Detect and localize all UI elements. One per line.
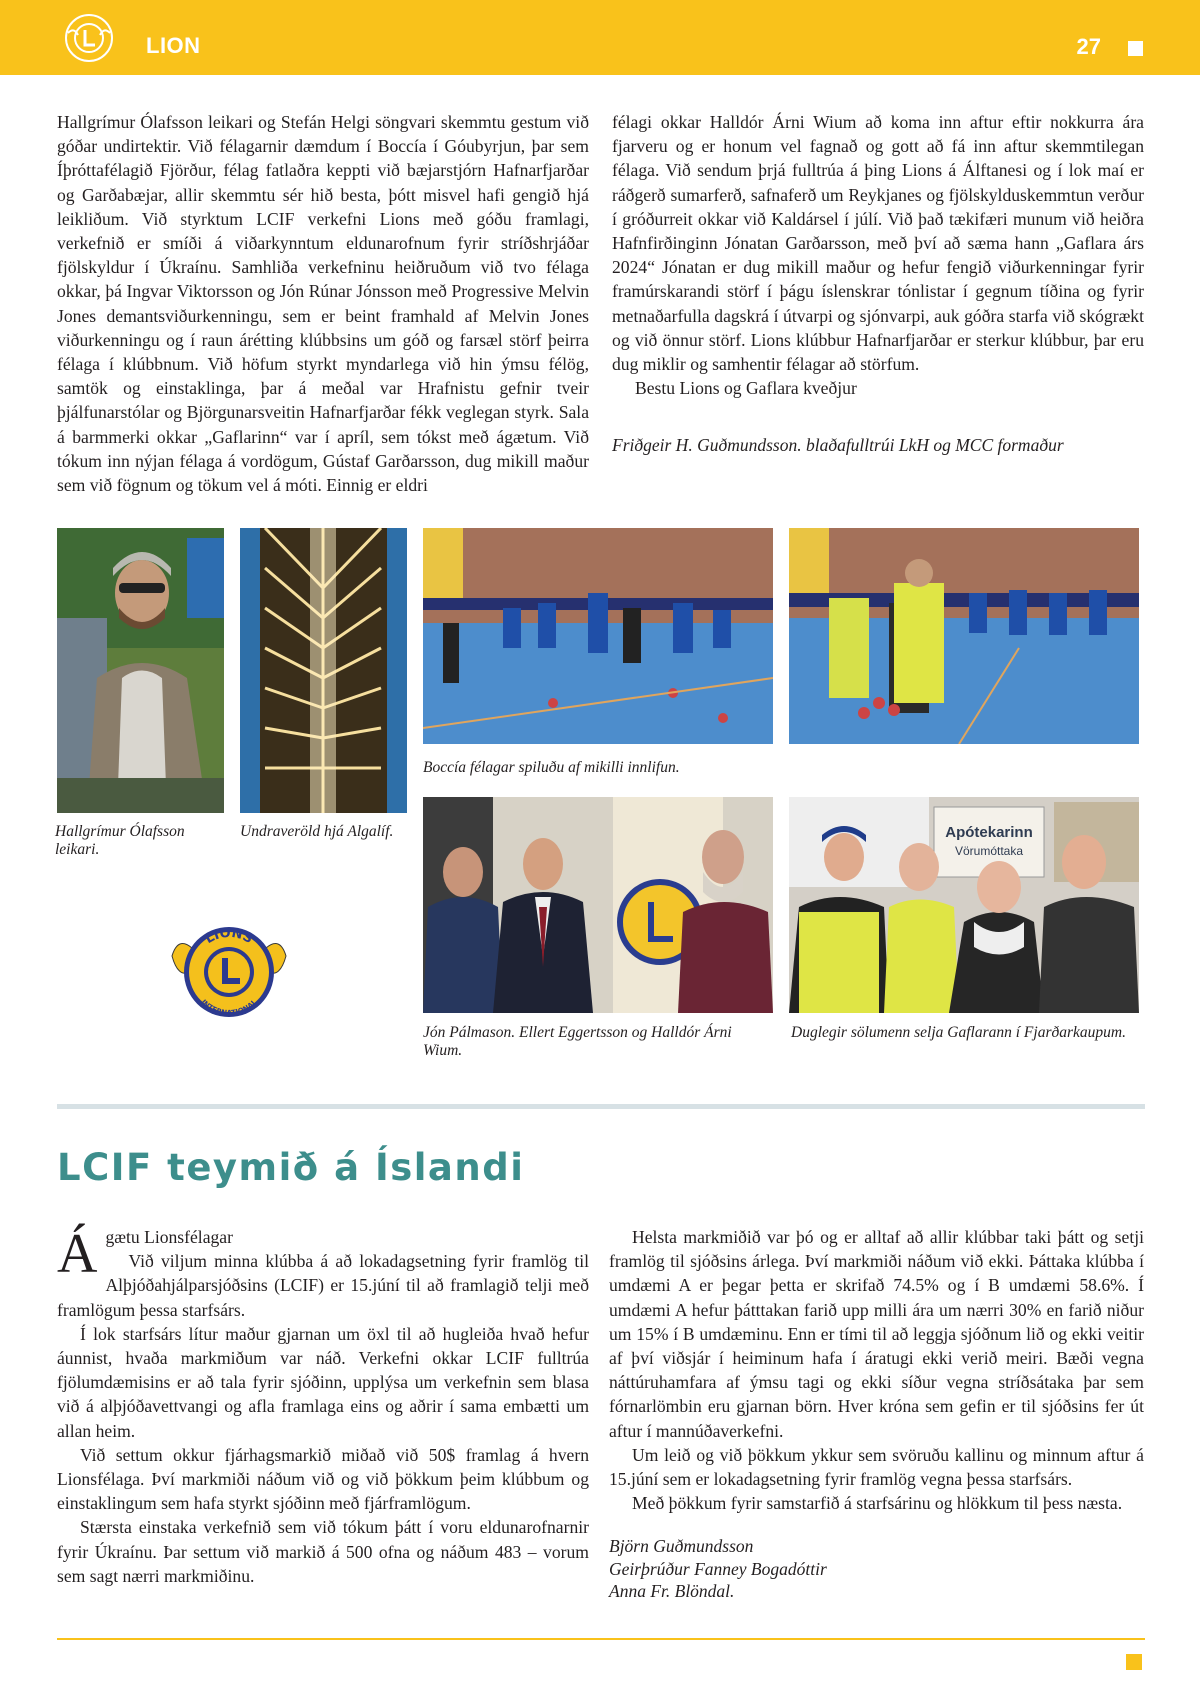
article2-p6: Um leið og við þökkum ykkur sem svöruðu kallinu og minnum aftur á 15.júní sem er lokadagsetning fyrir framlög vegna þessa starfsárs. <box>609 1444 1144 1490</box>
magazine-title: LION <box>146 33 201 58</box>
article2-signers <box>609 1535 827 1603</box>
photo-boccia-1 <box>423 528 773 744</box>
article2-p1 <box>57 1225 589 1322</box>
article1-col2-text: félagi okkar Halldór Árni Wium að koma inn aftur eftir nokkurra ára fjarveru og er honum vel fagnað og gott að fá inn aftur skemmtilegan félaga. Við sendum þrjá fulltrúa á þing Lions á Álftanesi og í lok maí er ráðgerð sumarferð, safnaferð um Reykjanes og fjölskylduskemmtun verður í gróðurreit okkar við Kaldársel í júlí. Við það tækifæri munum við heiðra Hafnfirðinginn Jónatan Garðarsson, með því að sæma hann „Gaflara árs 2024“ Jónatan er dug mikill maður og hefur fengið viðurkenningar fyrir framúrskarandi störf í þágu íslenskrar tónlistar í gegnum tíðina og fyrir metnaðarfulla dagskrá í útvarpi og sjónvarpi, auk góðra starfa við skógrækt og við önnur störf. Lions klúbbur Hafnarfjarðar er sterkur klúbbur, þar eru dug miklir og samhentir félagar að störfum. <box>612 112 1144 375</box>
article2-p1-body: Við viljum minna klúbba á að lokadagsetning fyrir framlög til Alþjóðahjálparsjóðsins (LCIF) er 15.júní til að framlagið telji með framlögum þessa starfsárs. <box>57 1251 589 1320</box>
signer-1: Björn Guðmundsson <box>609 1536 754 1556</box>
photo-algalif <box>240 528 407 813</box>
signer-3: Anna Fr. Blöndal. <box>609 1581 735 1601</box>
footer-square-marker <box>1126 1654 1142 1670</box>
article1-signature: Friðgeir H. Guðmundsson. blaðafulltrúi LkH og MCC formaður <box>612 435 1064 455</box>
article2-title: LCIF teymið á Íslandi <box>57 1146 525 1189</box>
section-divider <box>57 1104 1145 1109</box>
article2-column-1 <box>57 1225 589 1588</box>
photo-gaflarinn-sales <box>789 797 1139 1013</box>
caption-undraverold: Undraveröld hjá Algalíf. <box>240 823 394 840</box>
logo-top-text: LIONS <box>202 925 256 948</box>
caption-hallgrimur: Hallgrímur Ólafsson leikari. <box>55 823 185 858</box>
photo-jon-ellert-halldor <box>423 797 773 1013</box>
article2-greeting: gætu Lionsfélagar <box>105 1227 233 1247</box>
article2-p7: Með þökkum fyrir samstarfið á starfsárinu og hlökkum til þess næsta. <box>632 1493 1123 1514</box>
caption-boccia: Boccía félagar spiluðu af mikilli innlifun. <box>423 759 680 776</box>
page-number: 27 <box>1076 34 1101 59</box>
article1-column-2 <box>612 110 1144 400</box>
article2-p2: Í lok starfsárs lítur maður gjarnan um öxl til að hugleiða hvað hefur áunnist, hvaða markmiðum var náð. Verkefni okkar LCIF fulltrúa fjölumdæmisins er að tala fyrir sjóðinn, upplýsa um verkefnin sem blasa við á alþjóðavettvangi og afla framlaga eins og aðrir í sama embætti um allan heim. <box>57 1323 589 1441</box>
article2-column-2 <box>609 1225 1144 1515</box>
header-square-marker <box>1128 41 1143 56</box>
signer-2: Geirþrúður Fanney Bogadóttir <box>609 1558 827 1579</box>
caption-duglegir: Duglegir sölumenn selja Gaflarann í Fjarðarkaupum. <box>791 1024 1126 1041</box>
article2-p3: Við settum okkur fjárhagsmarkið miðað við 50$ framlag á hvern Lionsfélaga. Því markmiði náðum við og við þökkum þeim klúbbum og einstaklingum sem hafa styrkt sjóðinn með fjárframlögum. <box>57 1444 589 1514</box>
lions-logo-small <box>64 13 114 63</box>
caption-jon-ellert: Jón Pálmason. Ellert Eggertsson og Halldór Árni Wium. <box>423 1024 732 1059</box>
photo-hallgrimur <box>57 528 224 813</box>
footer-rule <box>57 1638 1145 1640</box>
article1-column-1: Hallgrímur Ólafsson leikari og Stefán Helgi söngvari skemmtu gestum við góðar undirtektir. Við félagarnir dæmdum í Boccía í Góubyrjun, þar sem Íþróttafélagið Fjörður, félag fatlaðra keppti við bæjarstjórn Hafnarfjarðar og Garðabæjar, allir skemmtu sér hið besta, þótt misvel hafi gengið hjá leikliðum. Við styrktum LCIF verkefni Lions með góðu framlagi, verkefnið er smíði á viðarkynntum eldunarofnum fyrir stríðshrjáðar fjölskyldur í Úkraínu. Samhliða verkefninu heiðruðum við tvo félaga okkar, þá Ingvar Viktorsson og Jón Rúnar Jónsson með Progressive Melvin Jones demantsviðurkenningu, sem er beint framhald af Melvin Jones viðurkenningu og í raun árétting klúbbsins um góð og farsæl störf þeirra félaga í klúbbnum. Við höfum styrkt myndarlega við hin ýmsu félög, samtök og einstaklinga, þar á meðal var Hrafnistu gefnir tveir þjálfunarstólar og Björgunarsveitin Hafnarfjarðar fékk veglegan styrk. Sala á barmmerki okkar „Gaflarinn“ var í apríl, sem tókst með ágætum. Við tókum inn nýjan félaga á vordögum, Gústaf Garðarsson, dug mikill maður sem við fögnum og tökum vel á móti. Einnig er eldri <box>57 112 589 496</box>
article2-dropcap: Á <box>57 1223 98 1285</box>
pharmacy-sign-text: Apótekarinn <box>945 824 1033 841</box>
pharmacy-sign-subtext: Vörumóttaka <box>954 844 1024 858</box>
article1-closing: Bestu Lions og Gaflara kveðjur <box>635 378 857 399</box>
lions-international-logo <box>170 918 288 1026</box>
article2-p5: Helsta markmiðið var þó og er alltaf að allir klúbbar taki þátt og setji framlög til sjóðsins árlega. Því markmiði náðum við ekki. Þáttaka klúbba í umdæmi A er þegar þetta er skrifað 74.5% og í B umdæmi 58.6%. Í umdæmi A hefur þátttakan farið upp milli ára um nærri 30% en farið niður um 15% í B umdæminu. Enn er tími til að leggja sjóðnum lið og ekki veitir af því viðsjár í heiminum hafa í áratugi ekki verið meiri. Bæði vegna náttúruhamfara af ýmsu tagi og ekki síður vegna stríðsátaka þar sem fórnarlömbin eru gjarnan börn. Hver króna sem gefin er til sjóðsins fer út aftur í mannúðaverkefni. <box>609 1227 1144 1441</box>
article2-p4: Stærsta einstaka verkefnið sem við tókum þátt í voru eldunarofnarnir fyrir Úkraínu. Þar settum við markið á 500 ofna og náðum 483 – vorum sem sagt nærri markmiðinu. <box>57 1517 589 1586</box>
page-header <box>0 0 1200 75</box>
logo-bottom-text: INTERNATIONAL <box>199 998 259 1018</box>
photo-boccia-2 <box>789 528 1139 744</box>
